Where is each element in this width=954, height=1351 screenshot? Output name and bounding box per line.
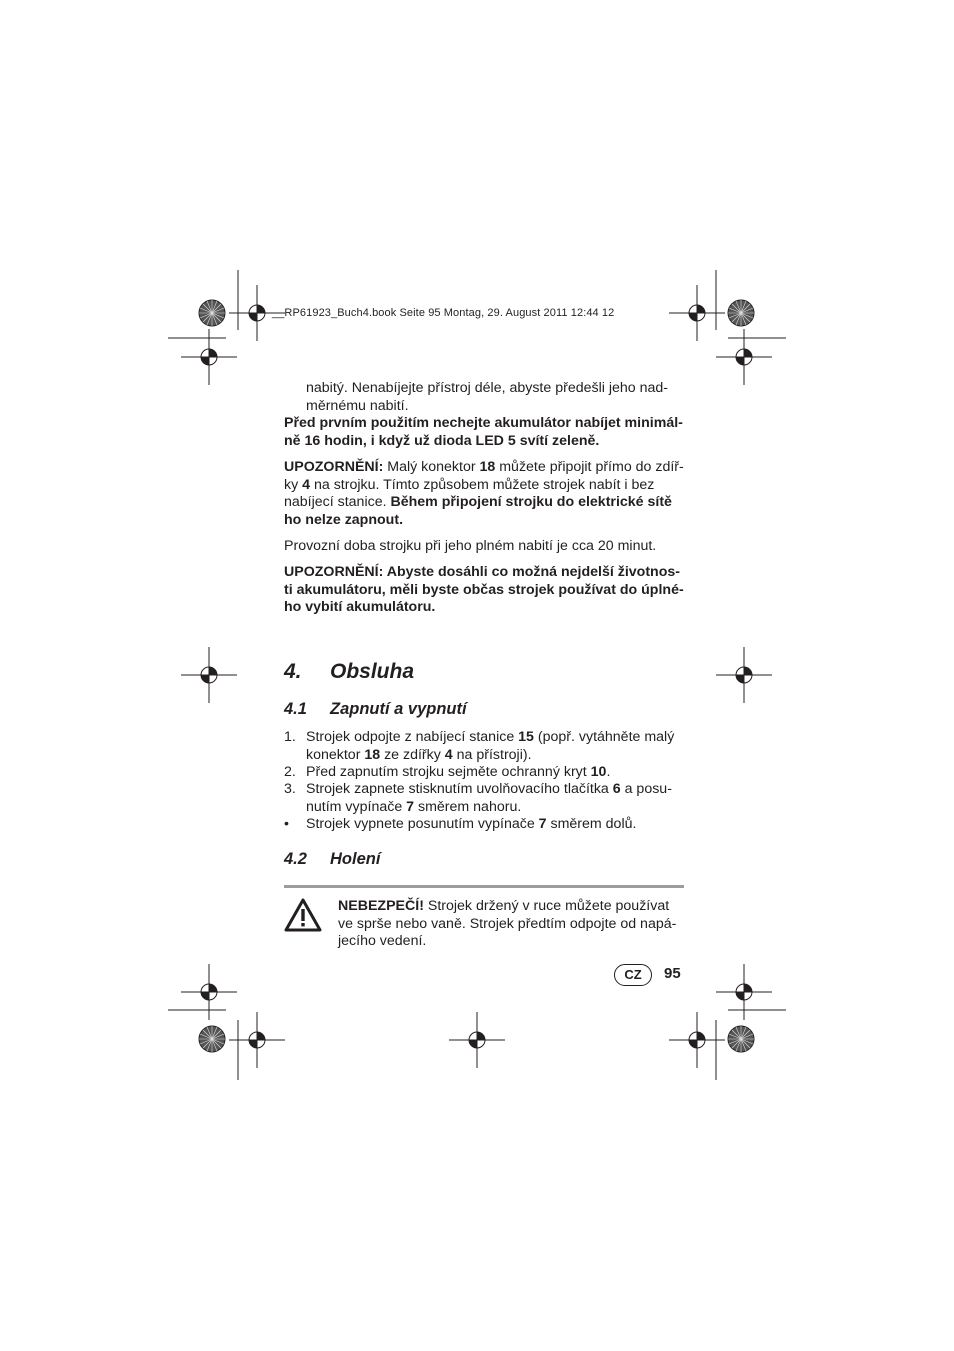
warning-body: Strojek držený v ruce můžete používat ve sprše nebo vaně. Strojek předtím odpojte od napá-jecího vedení. <box>338 898 677 949</box>
note-battery: UPOZORNĚNÍ: Abyste dosáhli co možná nejdelší životnos-ti akumulátoru, měli byste občas strojek používat do úplné-ho vybití akumulátoru. <box>284 564 684 615</box>
section-heading-4 <box>284 660 414 684</box>
list-item: 1. Strojek odpojte z nabíjecí stanice 15 (popř. vytáhněte malý konektor 18 ze zdířky 4 na přístroji). <box>284 729 675 763</box>
section-number: 4.1 <box>284 700 307 718</box>
warning-triangle-icon <box>284 898 322 932</box>
section-number: 4. <box>284 660 302 683</box>
list-marker: 3. <box>284 781 296 797</box>
paragraph-continued: nabitý. Nenabíjejte přístroj déle, abyste předešli jeho nad-měrnému nabití. <box>306 380 668 414</box>
page-number: 95 <box>664 965 681 982</box>
note-connector <box>284 459 686 529</box>
warning-text <box>338 898 686 951</box>
list-marker: 2. <box>284 764 296 780</box>
list-item: 3. Strojek zapnete stisknutím uvolňovacího tlačítka 6 a posu-nutím vypínače 7 směrem nahoru. <box>284 781 672 815</box>
list-marker: • <box>284 816 289 832</box>
language-badge: CZ <box>614 964 652 986</box>
paragraph-runtime: Provozní doba strojku při jeho plném nabití je cca 20 minut. <box>284 538 657 554</box>
section-heading-4-2 <box>284 850 380 869</box>
list-item: • Strojek vypnete posunutím vypínače 7 směrem dolů. <box>284 816 637 832</box>
note-label: UPOZORNĚNÍ: <box>284 459 384 475</box>
note-text: na strojku. Tímto způsobem můžete strojek nabít i bez nabíjecí stanice. <box>284 476 655 510</box>
paragraph-charge-note: Před prvním použitím nechejte akumulátor nabíjet minimál-ně 16 hodin, i když už dioda LED 5 svítí zeleně. <box>284 415 683 449</box>
section-title: Holení <box>330 850 381 868</box>
section-number: 4.2 <box>284 850 307 868</box>
section-title: Zapnutí a vypnutí <box>330 700 467 718</box>
note-text: můžete připojit přímo do zdíř-ky <box>284 459 684 493</box>
section-title: Obsluha <box>330 660 415 683</box>
list-marker: 1. <box>284 729 296 745</box>
ref-18: 18 <box>479 459 496 475</box>
note-bold-text: Během připojení strojku do elektrické sítě ho nelze zapnout. <box>284 494 672 528</box>
note-text: Malý konektor <box>383 459 480 475</box>
file-header: __RP61923_Buch4.book Seite 95 Montag, 29. August 2011 12:44 12 <box>272 307 615 319</box>
warning-divider <box>284 885 684 888</box>
warning-label: NEBEZPEČÍ! <box>338 898 424 914</box>
list-item: 2. Před zapnutím strojku sejměte ochranný kryt 10. <box>284 764 611 780</box>
section-heading-4-1 <box>284 700 467 719</box>
ref-4: 4 <box>302 476 311 493</box>
